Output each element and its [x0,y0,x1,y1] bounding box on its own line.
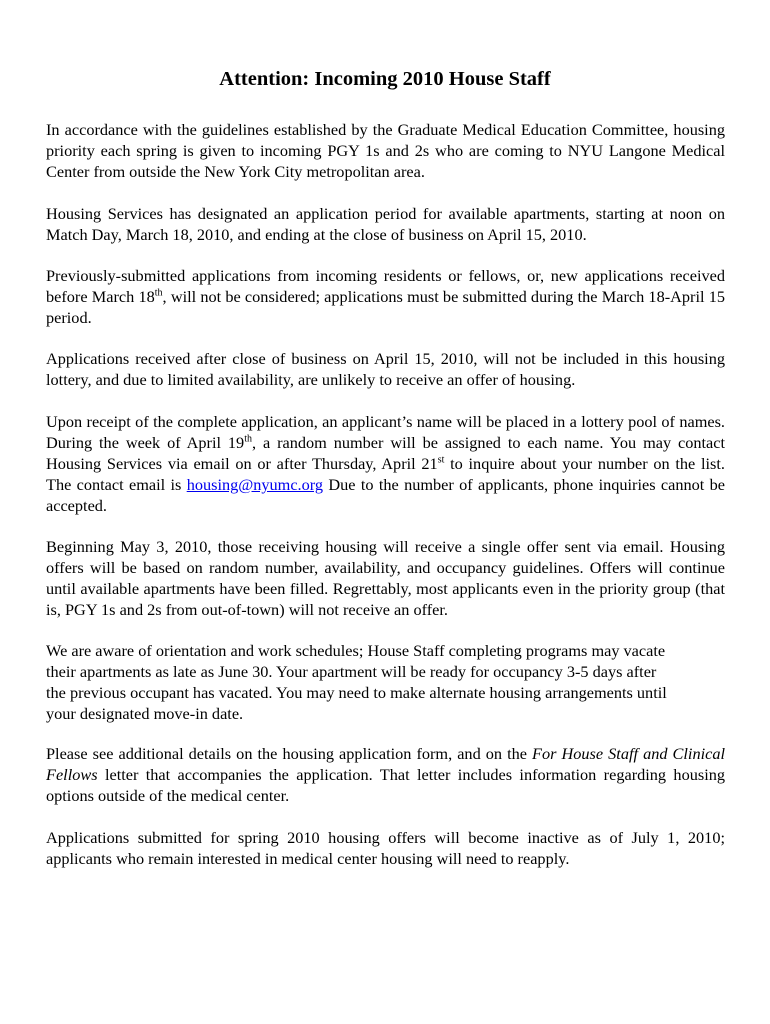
paragraph-schedules [46,640,725,724]
p5-superscript-1: th [244,433,252,445]
paragraph-previous-applications [46,265,725,328]
paragraph-late-applications: Applications received after close of business on April 15, 2010, will not be included in this housing lottery, and due to limited availability, are unlikely to receive an offer of housing. [46,349,725,389]
email-link[interactable]: housing@nyumc.org [186,475,324,494]
p5-text-d: Due to the number of applicants, phone inquiries cannot be accepted. [46,475,725,515]
p3-superscript: th [154,287,163,299]
p5-text-c: to inquire about your number on the list. The contact email is [46,454,725,494]
paragraph-housing-priority: In accordance with the guidelines established by the Graduate Medical Education Committee, housing priority each spring is given to incoming PGY 1s and 2s who are coming to NYU Langone Medical Center from outside the New York City metropolitan area. [46,120,725,181]
p8-text-a: Please see additional details on the housing application form, and on the [46,744,533,763]
p7-line-1: We are aware of orientation and work schedules; House Staff completing programs may vacate [46,641,666,660]
paragraph-offers: Beginning May 3, 2010, those receiving housing will receive a single offer sent via email. Housing offers will be based on random number, availability, and occupancy guidelines. Offers will continue until available apartments have been filled. Regrettably, most applicants even in the priority group (that is, PGY 1s and 2s from out-of-town) will not receive an offer. [46,537,725,619]
p5-superscript-2: st [437,454,445,466]
paragraph-additional-details [46,743,725,806]
p8-letter-title: For House Staff and Clinical Fellows [46,744,725,784]
p3-text-a: Previously-submitted applications from incoming residents or fellows, or, new applications received before March 18 [46,266,725,306]
p7-line-4: your designated move-in date. [46,704,244,723]
p5-text-a: Upon receipt of the complete application, an applicant’s name will be placed in a lottery pool of names. During the week of April 19 [46,412,725,452]
p7-line-3: the previous occupant has vacated. You may need to make alternate housing arrangements until [46,683,667,702]
page-title: Attention: Incoming 2010 House Staff [219,68,551,90]
paragraph-application-period: Housing Services has designated an application period for available apartments, starting at noon on Match Day, March 18, 2010, and ending at the close of business on April 15, 2010. [46,204,725,244]
paragraph-lottery-pool [46,411,725,516]
p5-text-b: , a random number will be assigned to each name. You may contact Housing Services via email on or after Thursday, April 21 [46,433,726,473]
p8-text-b: letter that accompanies the application. That letter includes information regarding housing options outside of the medical center. [46,765,725,805]
p7-line-2: their apartments as late as June 30. Your apartment will be ready for occupancy 3-5 days after [46,662,657,681]
p3-text-b: , will not be considered; applications must be submitted during the March 18-April 15 period. [46,287,725,327]
paragraph-inactive-applications: Applications submitted for spring 2010 housing offers will become inactive as of July 1, 2010; applicants who remain interested in medical center housing will need to reapply. [46,828,725,868]
